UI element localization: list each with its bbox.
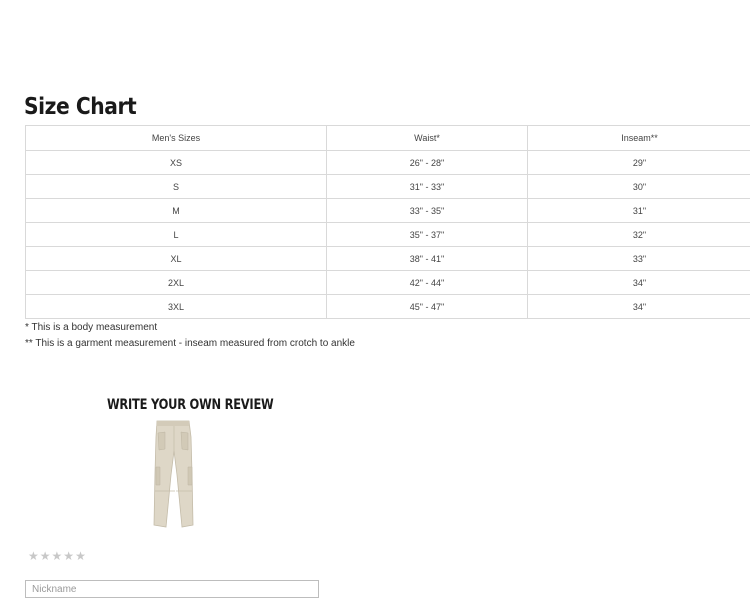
waist-cell: 31" - 33" [327, 175, 528, 199]
table-row [26, 223, 750, 247]
star-icon[interactable]: ★ [28, 549, 39, 563]
nickname-input[interactable] [25, 580, 319, 598]
inseam-cell: 33" [528, 247, 750, 271]
star-icon[interactable]: ★ [75, 549, 86, 563]
star-icon[interactable]: ★ [39, 549, 51, 563]
size-cell: XL [26, 247, 327, 271]
waist-cell: 42" - 44" [327, 271, 528, 295]
rating-stars[interactable] [28, 550, 86, 562]
header-inseam: Inseam** [528, 126, 750, 151]
body-measurement-note: * This is a body measurement [25, 322, 158, 333]
header-mens-sizes: Men's Sizes [26, 126, 327, 151]
size-cell: 3XL [26, 295, 327, 319]
size-cell: 2XL [26, 271, 327, 295]
size-chart-title: Size Chart [24, 94, 137, 120]
size-cell: XS [26, 151, 327, 175]
table-row [26, 271, 750, 295]
waist-cell: 35" - 37" [327, 223, 528, 247]
size-cell: L [26, 223, 327, 247]
garment-measurement-note: ** This is a garment measurement - inseam measured from crotch to ankle [25, 338, 355, 349]
inseam-cell: 34" [528, 271, 750, 295]
waist-cell: 26" - 28" [327, 151, 528, 175]
header-waist: Waist* [327, 126, 528, 151]
size-cell: M [26, 199, 327, 223]
table-row [26, 295, 750, 319]
table-row [26, 151, 750, 175]
size-cell: S [26, 175, 327, 199]
waist-cell: 45" - 47" [327, 295, 528, 319]
star-icon[interactable]: ★ [51, 549, 63, 563]
size-chart-table [25, 125, 750, 319]
inseam-cell: 29" [528, 151, 750, 175]
inseam-cell: 32" [528, 223, 750, 247]
star-icon[interactable]: ★ [63, 549, 75, 563]
inseam-cell: 30" [528, 175, 750, 199]
inseam-cell: 31" [528, 199, 750, 223]
table-header-row [26, 126, 750, 151]
pants-image [148, 417, 198, 529]
inseam-cell: 34" [528, 295, 750, 319]
table-row [26, 199, 750, 223]
table-row [26, 247, 750, 271]
table-row [26, 175, 750, 199]
waist-cell: 38" - 41" [327, 247, 528, 271]
write-review-heading: WRITE YOUR OWN REVIEW [107, 397, 274, 413]
waist-cell: 33" - 35" [327, 199, 528, 223]
